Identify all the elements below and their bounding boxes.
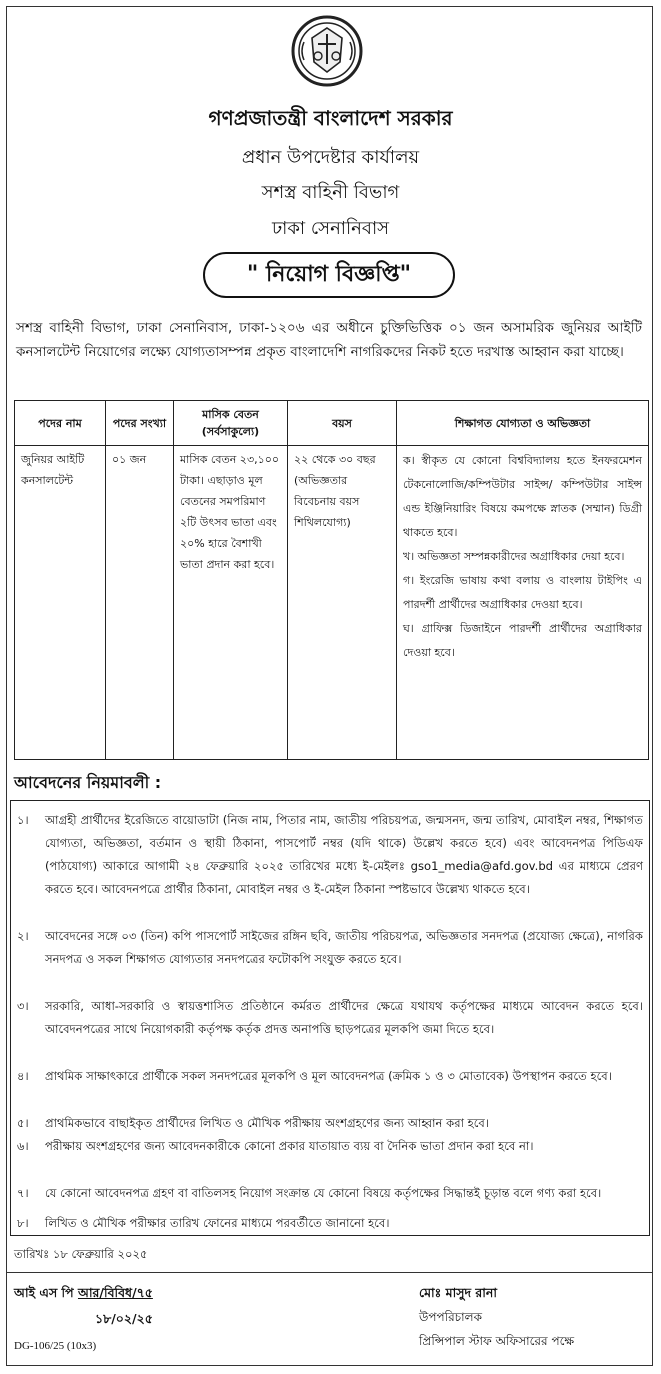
location-title: ঢাকা সেনানিবাস [271,218,390,239]
reference-code: আর/বিবিধ/৭৫ [77,1285,153,1300]
header-post: পদের নাম [15,401,106,446]
rule-text: লিখিত ও মৌখিক পরীক্ষার তারিখ ফোনের মাধ্যমে পরবর্তীতে জানানো হবে। [45,1216,390,1230]
cell-count: ০১ জন [106,446,174,760]
rule-number: ৩। [17,999,29,1013]
rule-text: আগ্রহী প্রার্থীদের ইরেজিতে বায়োডাটা (নিজ নাম, পিতার নাম, জাতীয় পরিচয়পত্র, জন্মসনদ, জন্ম তারিখ, মোবাইল নম্বর, শিক্ষাগত যোগ্যতা, অভিজ্ঞতা, বর্তমান ও স্থায়ী ঠিকানা, পাসপোর্ট নম্বর (যদি থাকে) উল্লেখ করতে হবে) এবং আবেদনপত্র পিডিএফ (পাঠযোগ্য) আকারে আগামী ২৪ ফেব্রুয়ারি ২০২৫ তারিখের মধ্যে ই-মেইলঃ gso1_media@afd.gov.bd এর মাধ্যমে প্রেরণ করতে হবে। আবেদনপত্রে প্রার্থীর ঠিকানা, মোবাইল নম্বর ও ই-মেইল ঠিকানা স্পষ্টভাবে উল্লেখ্য থাকতে হবে। [45,813,643,896]
government-title: গণপ্রজাতন্ত্রী বাংলাদেশ সরকার [208,106,453,130]
division-title: সশস্ত্র বাহিনী বিভাগ [261,182,400,203]
government-emblem-icon [290,14,364,88]
dg-code: DG-106/25 (10x3) [14,1340,97,1352]
cell-salary: মাসিক বেতন ২৩,১০০ টাকা। এছাড়াও মূল বেতনের সমপরিমাণ ২টি উৎসব ভাতা এবং ২০% হারে বৈশাখী ভাতা প্রদান করা হবে। [174,446,288,760]
rule-number: ৬। [17,1139,29,1153]
cell-age: ২২ থেকে ৩০ বছর (অভিজ্ঞতার বিবেচনায় বয়স শিথিলযোগ্য) [288,446,397,760]
notice-title: " নিয়োগ বিজ্ঞপ্তি" [246,261,412,287]
rule-number: ৭। [17,1186,29,1200]
qualification-item: ক। স্বীকৃত যে কোনো বিশ্ববিদ্যালয় হতে ইনফরমেশন টেকনোলোজি/কম্পিউটার সাইন্স/ কম্পিউটার সাইন্স এন্ড ইঞ্জিনিয়ারিং বিষয়ে কমপক্ষে স্নাতক (সম্মান) ডিগ্রী থাকতে হবে। [403,454,642,539]
rule-number: ২। [17,929,29,943]
rule-number: ১। [17,813,29,827]
header-count: পদের সংখ্যা [106,401,174,446]
rules-title: আবেদনের নিয়মাবলী : [14,773,162,792]
reference-number [14,1285,153,1305]
rules-list [10,800,650,1236]
signatory-name: মোঃ মাসুদ রানা [419,1285,497,1300]
reference-date: ১৮/০২/২৫ [95,1311,153,1326]
office-title: প্রধান উপদেষ্টার কার্যালয় [241,147,420,168]
rule-text: সরকারি, আধা-সরকারি ও স্বায়ত্তশাসিত প্রতিষ্ঠানে কর্মরত প্রার্থীদের ক্ষেত্রে যথাযথ কর্তৃপক্ষের মাধ্যমে আবেদন করতে হবে। আবেদনপত্রের সাথে নিয়োগকারী কর্তৃপক্ষ কর্তৃক প্রদত্ত অনাপত্তি ছাড়পত্রের মূলকপি জমা দিতে হবে। [45,999,643,1036]
rule-number: ৫। [17,1116,29,1130]
cell-qualification [397,446,649,760]
header-salary: মাসিক বেতন (সর্বসাকুল্যে) [174,401,288,446]
qualification-item: খ। অভিজ্ঞতা সম্পন্নকারীদের অগ্রাধিকার দেয়া হবে। [403,550,625,563]
header-qualification: শিক্ষাগত যোগ্যতা ও অভিজ্ঞতা [397,401,649,446]
qualification-item: গ। ইংরেজি ভাষায় কথা বলায় ও বাংলায় টাইপিং এ পারদর্শী প্রার্থীদের অগ্রাধিকার দেওয়া হবে। [403,574,642,611]
rule-text: প্রাথমিক সাক্ষাৎকারে প্রার্থীকে সকল সনদপত্রের মূলকপি ও মূল আবেদনপত্র (ক্রমিক ১ ও ৩ মোতাবেক) উপস্থাপন করতে হবে। [45,1069,612,1083]
intro-paragraph: সশস্ত্র বাহিনী বিভাগ, ঢাকা সেনানিবাস, ঢাকা-১২০৬ এর অধীনে চুক্তিভিত্তিক ০১ জন অসামরিক জুনিয়র আইটি কনসালটেন্ট নিয়োগের লক্ষ্যে যোগ্যতাসম্পন্ন প্রকৃত বাংলাদেশি নাগরিকদের নিকট হতে দরখাস্ত আহ্বান করা যাচ্ছে। [16,320,642,360]
reference-prefix: আই এস পি [14,1285,78,1300]
rule-text: প্রাথমিকভাবে বাছাইকৃত প্রার্থীদের লিখিত ও মৌখিক পরীক্ষায় অংশগ্রহণের জন্য আহ্বান করা হবে। [45,1116,490,1130]
header-age: বয়স [288,401,397,446]
signatory-on-behalf: প্রিন্সিপাল স্টাফ অফিসারের পক্ষে [419,1334,575,1348]
qualification-item: ঘ। গ্রাফিক্স ডিজাইনে পারদর্শী প্রার্থীদের অগ্রাধিকার দেওয়া হবে। [403,622,642,659]
issue-date: তারিখঃ ১৮ ফেব্রুয়ারি ২০২৫ [14,1247,148,1261]
rule-number: ৮। [17,1216,29,1230]
notice-title-box [203,252,455,298]
rule-text: আবেদনের সঙ্গে ০৩ (তিন) কপি পাসপোর্ট সাইজের রঙ্গিন ছবি, জাতীয় পরিচয়পত্র, অভিজ্ঞতার সনদপত্র (প্রযোজ্য ক্ষেত্রে), নাগরিক সনদপত্র ও সকল শিক্ষাগত যোগ্যতার সনদপত্রের ফটোকপি সংযুক্ত করতে হবে। [45,929,643,966]
cell-post: জুনিয়র আইটি কনসালটেন্ট [15,446,106,760]
table-header-row [15,401,649,446]
signatory-title: উপপরিচালক [419,1310,482,1324]
rule-number: ৪। [17,1069,29,1083]
vacancy-table [14,400,649,760]
divider [6,1272,653,1273]
rule-text: যে কোনো আবেদনপত্র গ্রহণ বা বাতিলসহ নিয়োগ সংক্রান্ত যে কোনো বিষয়ে কর্তৃপক্ষের সিদ্ধান্তই চূড়ান্ত বলে গণ্য করা হবে। [45,1186,602,1200]
table-row [15,446,649,760]
rule-text: পরীক্ষায় অংশগ্রহণের জন্য আবেদনকারীকে কোনো প্রকার যাতায়াত ব্যয় বা দৈনিক ভাতা প্রদান করা হবে না। [45,1139,534,1153]
